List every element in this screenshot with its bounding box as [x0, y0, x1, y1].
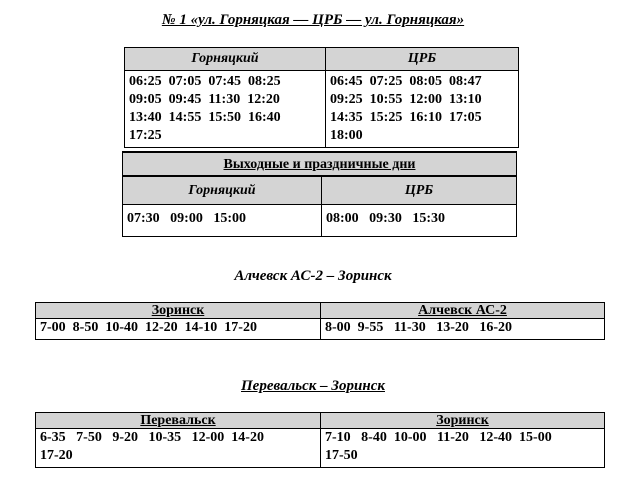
time-line: 09:05 09:45 11:30 12:20	[129, 92, 280, 107]
time-line: 06:45 07:25 08:05 08:47	[330, 74, 482, 89]
route3-times-1	[36, 429, 321, 468]
route1-weekend-times-2	[322, 205, 517, 237]
time-line: 17-50	[325, 448, 358, 463]
route1-weekend-title: Выходные и праздничные дни	[122, 151, 517, 176]
time-line: 13:40 14:55 15:50 16:40	[129, 110, 281, 125]
route1-weekend-header-2: ЦРБ	[322, 177, 517, 205]
time-line: 8-00 9-55 11-30 13-20 16-20	[325, 320, 513, 335]
route3-header-2: Зоринск	[321, 413, 605, 429]
route1-weekend-times-1	[123, 205, 322, 237]
route1-weekend-table	[122, 176, 517, 237]
route2-header-2: Алчевск АС-2	[321, 303, 605, 319]
time-line: 14:35 15:25 16:10 17:05	[330, 110, 482, 125]
route3-header-1: Перевальск	[36, 413, 321, 429]
route3-times-2	[321, 429, 605, 468]
time-line: 6-35 7-50 9-20 10-35 12-00 14-20	[40, 430, 264, 445]
time-line: 17:25	[129, 128, 162, 143]
route1-weekend-header-1: Горняцкий	[123, 177, 322, 205]
route1-weekday-times-1	[125, 71, 326, 148]
route1-weekday-header-2: ЦРБ	[326, 48, 519, 71]
time-line: 07:30 09:00 15:00	[127, 211, 246, 226]
route3-title: Перевальск – Зоринск	[241, 378, 385, 394]
time-line: 17-20	[40, 448, 73, 463]
time-line: 18:00	[330, 128, 363, 143]
route2-times-1	[36, 319, 321, 340]
route1-weekday-header-1: Горняцкий	[125, 48, 326, 71]
route1-weekday-times-2	[326, 71, 519, 148]
time-line: 7-00 8-50 10-40 12-20 14-10 17-20	[40, 320, 257, 335]
time-line: 7-10 8-40 10-00 11-20 12-40 15-00	[325, 430, 552, 445]
time-line: 06:25 07:05 07:45 08:25	[129, 74, 281, 89]
route1-weekday-table	[124, 47, 519, 148]
route2-title: Алчевск АС-2 – Зоринск	[234, 268, 392, 284]
route3-table	[35, 412, 605, 468]
time-line: 08:00 09:30 15:30	[326, 211, 445, 226]
route2-table	[35, 302, 605, 340]
time-line: 09:25 10:55 12:00 13:10	[330, 92, 482, 107]
route2-times-2	[321, 319, 605, 340]
route1-title: № 1 «ул. Горняцкая — ЦРБ — ул. Горняцкая»	[161, 12, 465, 28]
route2-header-1: Зоринск	[36, 303, 321, 319]
